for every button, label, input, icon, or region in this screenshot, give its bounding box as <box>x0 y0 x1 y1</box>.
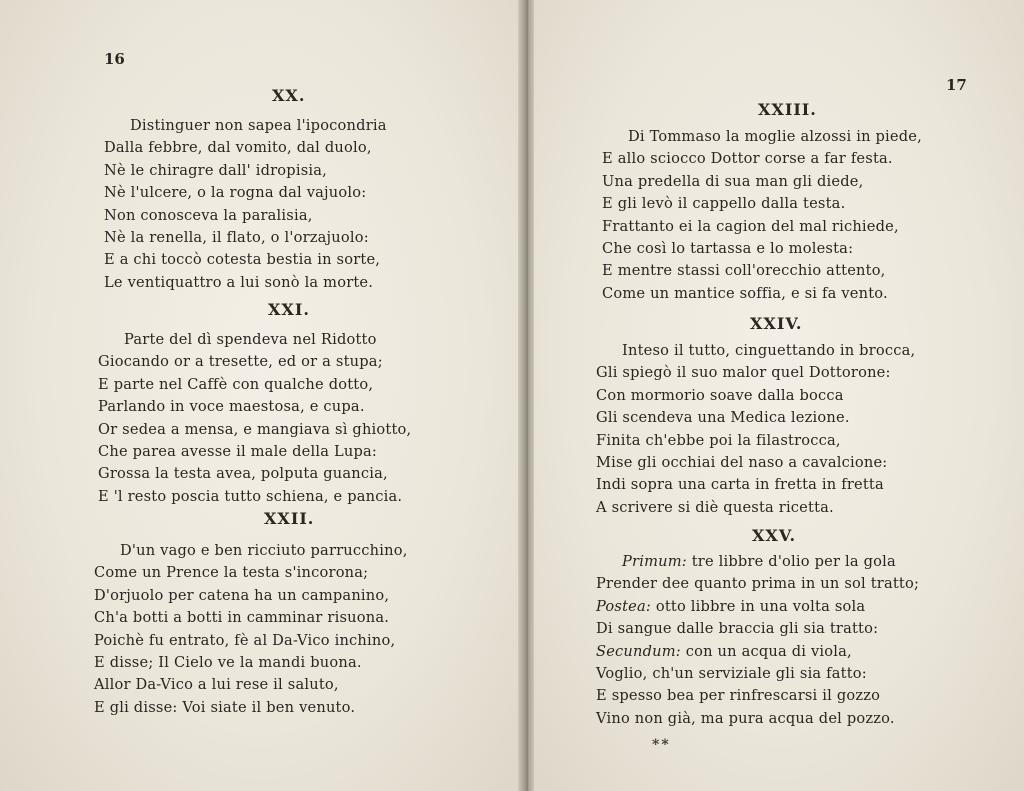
verse-line: E gli levò il cappello dalla testa. <box>602 195 846 213</box>
verse-line: E disse; Il Cielo ve la mandi buona. <box>94 653 362 671</box>
verse-line: Nè le chiragre dall' idropisia, <box>104 161 328 179</box>
verse-line: Con mormorio soave dalla bocca <box>596 386 844 404</box>
verse-line: Or sedea a mensa, e mangiava sì ghiotto, <box>98 420 412 438</box>
stanza-heading-xxiii: XXIII. <box>758 100 817 119</box>
latin-term: Secundum: <box>596 642 681 660</box>
verse-line: Giocando or a tresette, ed or a stupa; <box>98 353 383 371</box>
verse-line: E allo sciocco Dottor corse a far festa. <box>602 150 893 168</box>
stanza-xxiv <box>596 340 915 519</box>
verse-line: E a chi toccò cotesta bestia in sorte, <box>104 251 381 269</box>
verse-line: Vino non già, ma pura acqua del pozzo. <box>596 709 895 727</box>
verse-line: Nè la renella, il flato, o l'orzajuolo: <box>104 228 369 246</box>
stanza-heading-xxii: XXII. <box>264 509 315 528</box>
verse-line: Frattanto ei la cagion del mal richiede, <box>602 217 899 235</box>
signature-mark: ** <box>652 737 671 753</box>
verse-line: E 'l resto poscia tutto schiena, e pancia. <box>98 487 403 505</box>
verse-line: Allor Da-Vico a lui rese il saluto, <box>94 676 339 694</box>
right-page <box>534 0 1024 791</box>
verse-line: Come un mantice soffia, e si fa vento. <box>602 284 888 302</box>
verse-line: Voglio, ch'un serviziale gli sia fatto: <box>596 664 867 682</box>
verse-line: Come un Prence la testa s'incorona; <box>94 564 369 582</box>
verse-line: Gli spiegò il suo malor quel Dottorone: <box>596 364 891 382</box>
stanza-xxiii <box>602 126 922 305</box>
verse-line: Inteso il tutto, cinguettando in brocca, <box>622 342 916 359</box>
stanza-heading-xxv: XXV. <box>752 526 797 545</box>
verse-line: A scrivere si diè questa ricetta. <box>596 498 834 516</box>
verse-line: Di sangue dalle braccia gli sia tratto: <box>596 620 879 638</box>
verse-line: Nè l'ulcere, o la rogna dal vajuolo: <box>104 184 367 202</box>
verse-line: Finita ch'ebbe poi la filastrocca, <box>596 431 841 449</box>
verse-line: Grossa la testa avea, polputa guancia, <box>98 465 388 483</box>
verse-line: Di Tommaso la moglie alzossi in piede, <box>628 128 922 145</box>
verse-line: Distinguer non sapea l'ipocondria <box>130 117 387 134</box>
verse-line: Che così lo tartassa e lo molesta: <box>602 239 854 257</box>
verse-line: Indi sopra una carta in fretta in fretta <box>596 476 884 494</box>
verse-line: Secundum: con un acqua di viola, <box>596 642 852 660</box>
stanza-heading-xx: XX. <box>272 86 306 105</box>
verse-line: E spesso bea per rinfrescarsi il gozzo <box>596 687 881 705</box>
stanza-xxv <box>596 551 919 730</box>
verse-line: E gli disse: Voi siate il ben venuto. <box>94 698 356 716</box>
verse-line: Poichè fu entrato, fè al Da-Vico inchino, <box>94 631 396 649</box>
verse-line: Non conosceva la paralisia, <box>104 206 313 224</box>
verse-line: Prender dee quanto prima in un sol tratto; <box>596 575 920 593</box>
verse-line: Parlando in voce maestosa, e cupa. <box>98 398 365 416</box>
verse-line: Postea: otto libbre in una volta sola <box>596 597 866 615</box>
verse-line: E parte nel Caffè con qualche dotto, <box>98 375 374 393</box>
verse-line: Ch'a botti a botti in camminar risuona. <box>94 609 390 627</box>
right-page-number: 17 <box>946 76 967 94</box>
latin-term: Postea: <box>596 597 652 615</box>
verse-line: Una predella di sua man gli diede, <box>602 172 864 190</box>
verse-line: Parte del dì spendeva nel Ridotto <box>124 331 377 348</box>
stanza-heading-xxi: XXI. <box>268 300 310 319</box>
verse-line: Che parea avesse il male della Lupa: <box>98 442 378 460</box>
verse-line: Le ventiquattro a lui sonò la morte. <box>104 273 374 291</box>
left-page-number: 16 <box>104 50 125 68</box>
stanza-xx <box>104 115 387 294</box>
latin-term: Primum: <box>622 553 687 570</box>
verse-line: E mentre stassi coll'orecchio attento, <box>602 262 886 280</box>
verse-line: Primum: tre libbre d'olio per la gola <box>622 553 896 570</box>
stanza-xxi <box>98 329 411 508</box>
stanza-xxii <box>94 540 408 719</box>
stanza-heading-xxiv: XXIV. <box>750 314 803 333</box>
verse-line: Dalla febbre, dal vomito, dal duolo, <box>104 139 372 157</box>
verse-line: Mise gli occhiai del naso a cavalcione: <box>596 453 888 471</box>
verse-line: Gli scendeva una Medica lezione. <box>596 409 850 427</box>
verse-line: D'orjuolo per catena ha un campanino, <box>94 586 390 604</box>
verse-line: D'un vago e ben ricciuto parrucchino, <box>120 542 408 559</box>
